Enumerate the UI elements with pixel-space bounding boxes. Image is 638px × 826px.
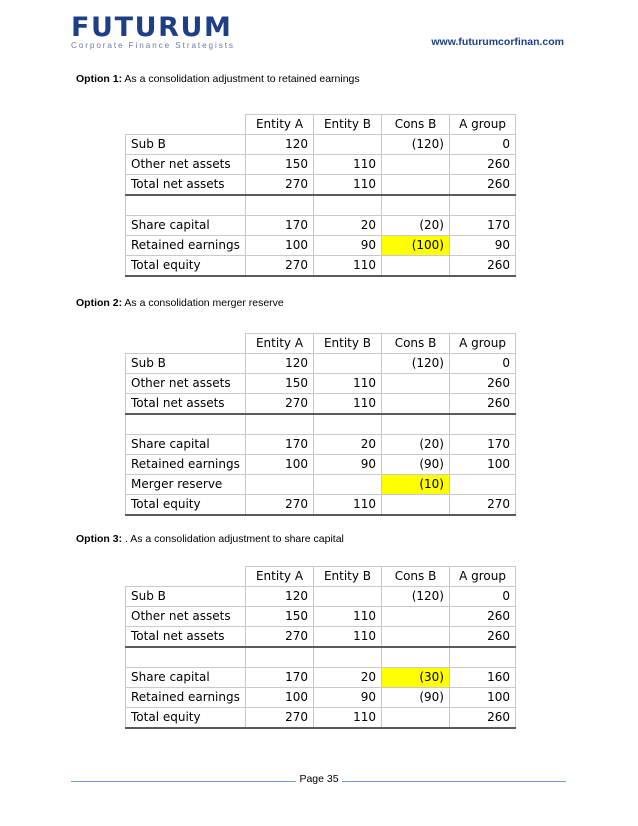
value-cell: 270: [246, 708, 314, 729]
row-label: [126, 647, 246, 668]
table-row: [126, 256, 516, 277]
value-cell: [382, 175, 450, 196]
value-cell: 110: [314, 607, 382, 627]
option-3-table: [125, 566, 516, 729]
value-cell: (30): [382, 668, 450, 688]
value-cell: 170: [450, 216, 516, 236]
value-cell: 120: [246, 354, 314, 374]
value-cell: 270: [246, 175, 314, 196]
footer-rule-left: [71, 781, 296, 782]
row-label: Other net assets: [126, 607, 246, 627]
table-row: [126, 708, 516, 729]
value-cell: 90: [314, 688, 382, 708]
column-header: Entity B: [314, 567, 382, 587]
table-row: [126, 216, 516, 236]
table-row: [126, 455, 516, 475]
column-header: Entity B: [314, 334, 382, 354]
value-cell: 100: [246, 688, 314, 708]
company-logo: [71, 14, 235, 50]
spacer-row: [126, 647, 516, 668]
value-cell: 260: [450, 394, 516, 415]
value-cell: 100: [450, 688, 516, 708]
row-label: Retained earnings: [126, 455, 246, 475]
option-2-table: [125, 333, 516, 516]
value-cell: 120: [246, 135, 314, 155]
value-cell: 260: [450, 708, 516, 729]
value-cell: [246, 475, 314, 495]
option-2-label: Option 2:: [76, 297, 123, 309]
value-cell: [314, 475, 382, 495]
option-1-description: As a consolidation adjustment to retained earnings: [122, 73, 360, 85]
value-cell: 100: [246, 236, 314, 256]
column-header: A group: [450, 567, 516, 587]
value-cell: [314, 414, 382, 435]
option-3-description: . As a consolidation adjustment to share capital: [122, 533, 344, 545]
column-header: Cons B: [382, 334, 450, 354]
column-header: Entity B: [314, 115, 382, 135]
column-header: Entity A: [246, 334, 314, 354]
column-header: A group: [450, 334, 516, 354]
table-row: [126, 394, 516, 415]
value-cell: 90: [314, 455, 382, 475]
value-cell: 270: [246, 495, 314, 516]
value-cell: 0: [450, 587, 516, 607]
value-cell: [382, 374, 450, 394]
value-cell: 100: [246, 455, 314, 475]
table-row: [126, 155, 516, 175]
page-number: Page 35: [299, 773, 339, 785]
value-cell: [382, 708, 450, 729]
value-cell: [450, 414, 516, 435]
table-header-row: [126, 334, 516, 354]
value-cell: (20): [382, 216, 450, 236]
value-cell: [382, 195, 450, 216]
column-header: [126, 334, 246, 354]
value-cell: [314, 195, 382, 216]
value-cell: 90: [314, 236, 382, 256]
value-cell: 260: [450, 607, 516, 627]
value-cell: 170: [246, 435, 314, 455]
column-header: [126, 567, 246, 587]
value-cell: 160: [450, 668, 516, 688]
value-cell: 20: [314, 216, 382, 236]
value-cell: 90: [450, 236, 516, 256]
value-cell: 170: [246, 216, 314, 236]
value-cell: (20): [382, 435, 450, 455]
table-row: [126, 607, 516, 627]
value-cell: [450, 647, 516, 668]
value-cell: [314, 135, 382, 155]
value-cell: 270: [246, 627, 314, 648]
spacer-row: [126, 195, 516, 216]
row-label: [126, 195, 246, 216]
table-row: [126, 668, 516, 688]
value-cell: 260: [450, 627, 516, 648]
table-row: [126, 374, 516, 394]
value-cell: 260: [450, 175, 516, 196]
table-row: [126, 175, 516, 196]
value-cell: [382, 495, 450, 516]
value-cell: 0: [450, 135, 516, 155]
value-cell: 170: [450, 435, 516, 455]
value-cell: 110: [314, 394, 382, 415]
table-row: [126, 587, 516, 607]
table-header-row: [126, 567, 516, 587]
value-cell: [314, 647, 382, 668]
value-cell: 110: [314, 374, 382, 394]
value-cell: (120): [382, 135, 450, 155]
value-cell: 150: [246, 374, 314, 394]
value-cell: 150: [246, 155, 314, 175]
column-header: Cons B: [382, 567, 450, 587]
table-row: [126, 354, 516, 374]
row-label: Total net assets: [126, 394, 246, 415]
option-1-table: [125, 114, 516, 277]
table-row: [126, 495, 516, 516]
value-cell: 20: [314, 668, 382, 688]
row-label: Total net assets: [126, 627, 246, 648]
column-header: Cons B: [382, 115, 450, 135]
row-label: Retained earnings: [126, 236, 246, 256]
value-cell: 260: [450, 374, 516, 394]
value-cell: 270: [246, 256, 314, 277]
value-cell: [246, 414, 314, 435]
table-row: [126, 475, 516, 495]
row-label: Total equity: [126, 495, 246, 516]
spacer-row: [126, 414, 516, 435]
value-cell: [382, 394, 450, 415]
column-header: A group: [450, 115, 516, 135]
value-cell: [246, 647, 314, 668]
value-cell: [382, 627, 450, 648]
value-cell: (90): [382, 688, 450, 708]
value-cell: 150: [246, 607, 314, 627]
value-cell: [450, 195, 516, 216]
column-header: Entity A: [246, 567, 314, 587]
value-cell: 260: [450, 155, 516, 175]
value-cell: 20: [314, 435, 382, 455]
value-cell: 270: [246, 394, 314, 415]
website-link[interactable]: www.futurumcorfinan.com: [431, 36, 564, 48]
value-cell: 120: [246, 587, 314, 607]
row-label: Retained earnings: [126, 688, 246, 708]
row-label: Merger reserve: [126, 475, 246, 495]
option-2-description: As a consolidation merger reserve: [122, 297, 284, 309]
row-label: Other net assets: [126, 374, 246, 394]
row-label: Total net assets: [126, 175, 246, 196]
value-cell: 110: [314, 175, 382, 196]
table-header-row: [126, 115, 516, 135]
table-row: [126, 688, 516, 708]
value-cell: [382, 647, 450, 668]
table-row: [126, 135, 516, 155]
row-label: Share capital: [126, 668, 246, 688]
value-cell: [382, 256, 450, 277]
logo-wordmark: FUTURUM: [71, 12, 233, 43]
logo-tagline: Corporate Finance Strategists: [71, 41, 235, 50]
column-header: [126, 115, 246, 135]
footer-rule-right: [342, 781, 566, 782]
row-label: Sub B: [126, 135, 246, 155]
value-cell: (90): [382, 455, 450, 475]
row-label: Sub B: [126, 354, 246, 374]
value-cell: 100: [450, 455, 516, 475]
row-label: Share capital: [126, 216, 246, 236]
value-cell: (10): [382, 475, 450, 495]
value-cell: (120): [382, 587, 450, 607]
option-3-label: Option 3:: [76, 533, 123, 545]
value-cell: 0: [450, 354, 516, 374]
table-row: [126, 435, 516, 455]
value-cell: (100): [382, 236, 450, 256]
value-cell: (120): [382, 354, 450, 374]
option-1-label: Option 1:: [76, 73, 123, 85]
value-cell: 110: [314, 256, 382, 277]
value-cell: [382, 607, 450, 627]
value-cell: 270: [450, 495, 516, 516]
option-3-heading: [76, 533, 344, 545]
table-row: [126, 236, 516, 256]
row-label: Share capital: [126, 435, 246, 455]
value-cell: 110: [314, 495, 382, 516]
value-cell: 260: [450, 256, 516, 277]
row-label: Total equity: [126, 256, 246, 277]
option-2-heading: [76, 297, 284, 309]
row-label: Total equity: [126, 708, 246, 729]
row-label: [126, 414, 246, 435]
value-cell: 170: [246, 668, 314, 688]
option-1-heading: [76, 73, 360, 85]
row-label: Other net assets: [126, 155, 246, 175]
value-cell: 110: [314, 627, 382, 648]
value-cell: [450, 475, 516, 495]
value-cell: [314, 354, 382, 374]
value-cell: 110: [314, 155, 382, 175]
value-cell: [314, 587, 382, 607]
row-label: Sub B: [126, 587, 246, 607]
column-header: Entity A: [246, 115, 314, 135]
value-cell: 110: [314, 708, 382, 729]
value-cell: [246, 195, 314, 216]
table-row: [126, 627, 516, 648]
value-cell: [382, 155, 450, 175]
value-cell: [382, 414, 450, 435]
